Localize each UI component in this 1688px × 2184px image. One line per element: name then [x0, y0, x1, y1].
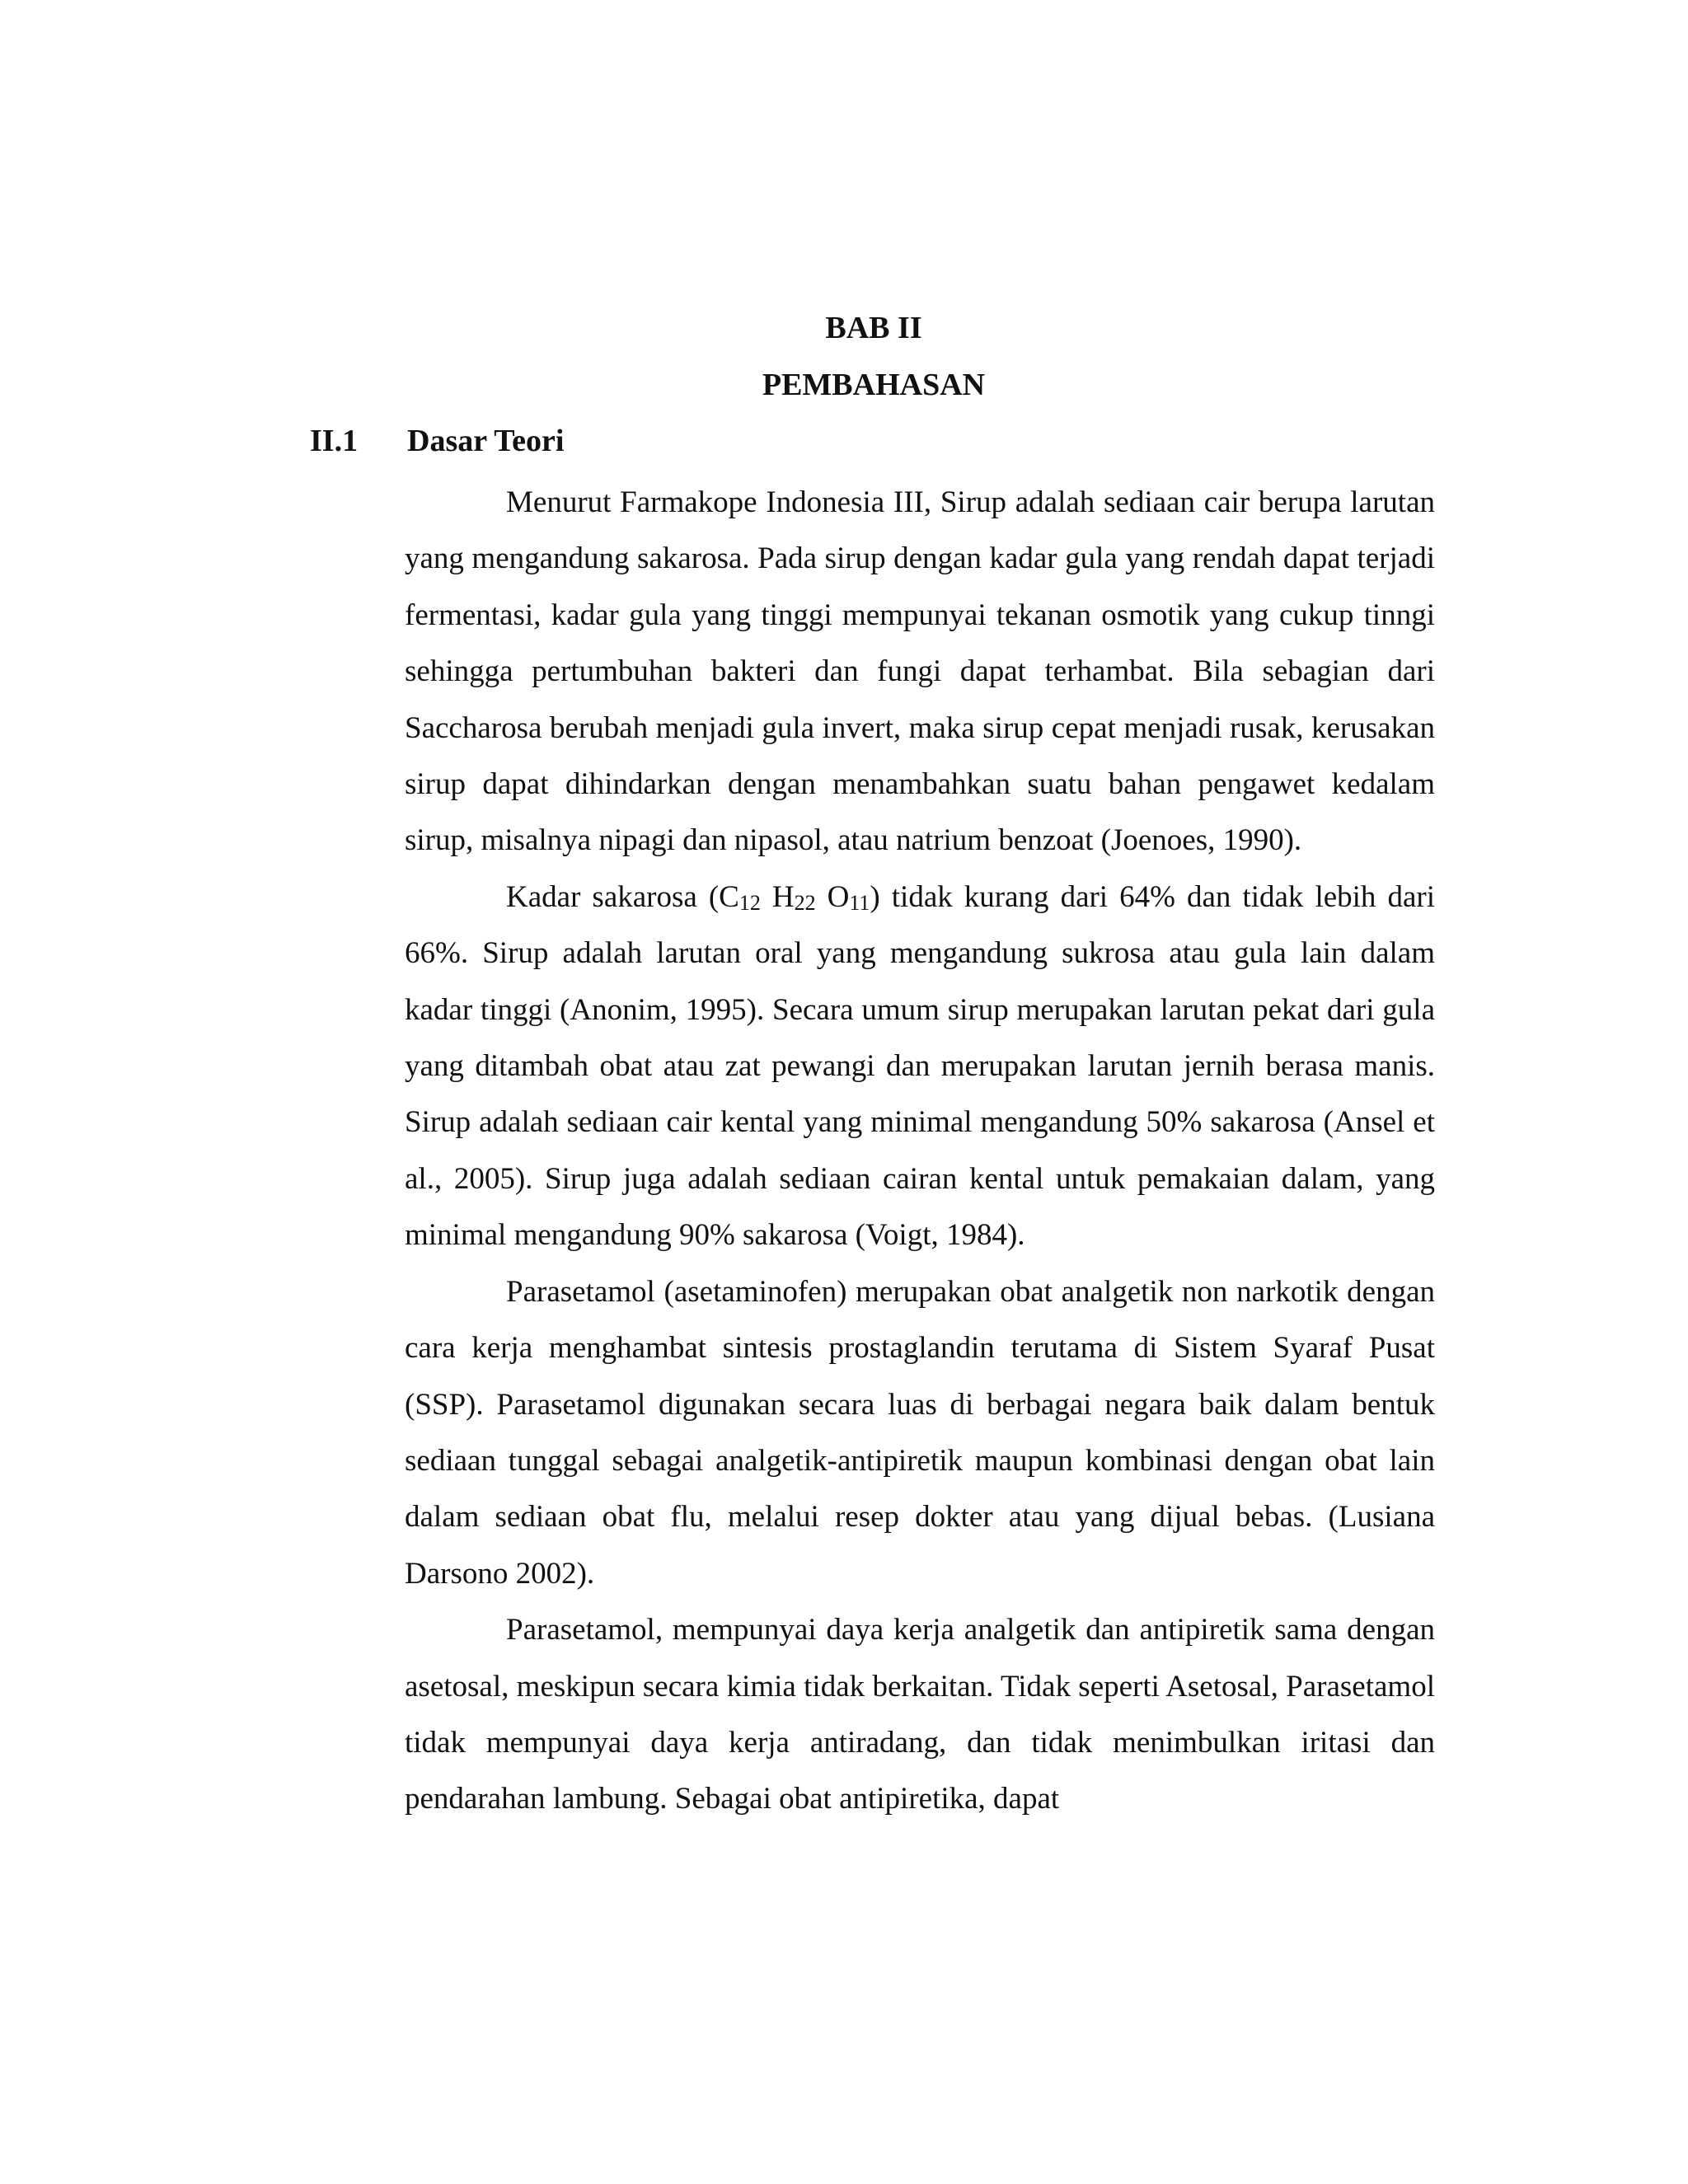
- paragraph-rest-text: ) tidak kurang dari 64% dan tidak lebih dari 66%. Sirup adalah larutan oral yang mengandung sukrosa atau gula lain dalam kadar tinggi (Anonim, 1995). Secara umum sirup merupakan larutan pekat dari gula yang ditambah obat atau zat pewangi dan merupakan larutan jernih berasa manis. Sirup adalah sediaan cair kental yang minimal mengandung 50% sakarosa (Ansel et al., 2005). Sirup juga adalah sediaan cairan kental untuk pemakaian dalam, yang minimal mengandung 90% sakarosa (Voigt, 1984).: [405, 879, 1435, 1253]
- paragraph-parasetamol-definition: Parasetamol (asetaminofen) merupakan obat analgetik non narkotik dengan cara kerja menghambat sintesis prostaglandin terutama di Sistem Syaraf Pusat (SSP). Parasetamol digunakan secara luas di berbagai negara baik dalam bentuk sediaan tunggal sebagai analgetik-antipiretik maupun kombinasi dengan obat lain dalam sediaan obat flu, melalui resep dokter atau yang dijual bebas. (Lusiana Darsono 2002).: [405, 1274, 1435, 1591]
- paragraph-parasetamol-action: Parasetamol, mempunyai daya kerja analgetik dan antipiretik sama dengan asetosal, meskipun secara kimia tidak berkaitan. Tidak seperti Asetosal, Parasetamol tidak mempunyai daya kerja antiradang, dan tidak menimbulkan iritasi dan pendarahan lambung. Sebagai obat antipiretika, dapat: [405, 1613, 1435, 1816]
- hydrogen-subscript: 22: [794, 890, 816, 915]
- section-number: II.1: [310, 424, 359, 458]
- carbon-subscript: 12: [738, 890, 761, 915]
- paragraph-sirup-definition: Menurut Farmakope Indonesia III, Sirup adalah sediaan cair berupa larutan yang mengandung sakarosa. Pada sirup dengan kadar gula yang rendah dapat terjadi fermentasi, kadar gula yang tinggi mempunyai tekanan osmotik yang cukup tinngi sehingga pertumbuhan bakteri dan fungi dapat terhambat. Bila sebagian dari Saccharosa berubah menjadi gula invert, maka sirup cepat menjadi rusak, kerusakan sirup dapat dihindarkan dengan menambahkan suatu bahan pengawet kedalam sirup, misalnya nipagi dan nipasol, atau natrium benzoat (Joenoes, 1990).: [405, 485, 1435, 858]
- oxygen-symbol: O: [815, 879, 850, 914]
- paragraph-sakarosa-content: [405, 869, 1435, 1264]
- oxygen-subscript: 11: [849, 890, 870, 915]
- hydrogen-symbol: H: [760, 879, 795, 914]
- section-title: Dasar Teori: [407, 424, 565, 458]
- body-text: [405, 475, 1435, 1828]
- chapter-title: BAB II: [825, 311, 922, 345]
- paragraph-lead-text: Kadar sakarosa (C: [506, 879, 739, 914]
- chapter-subtitle: PEMBAHASAN: [762, 368, 986, 402]
